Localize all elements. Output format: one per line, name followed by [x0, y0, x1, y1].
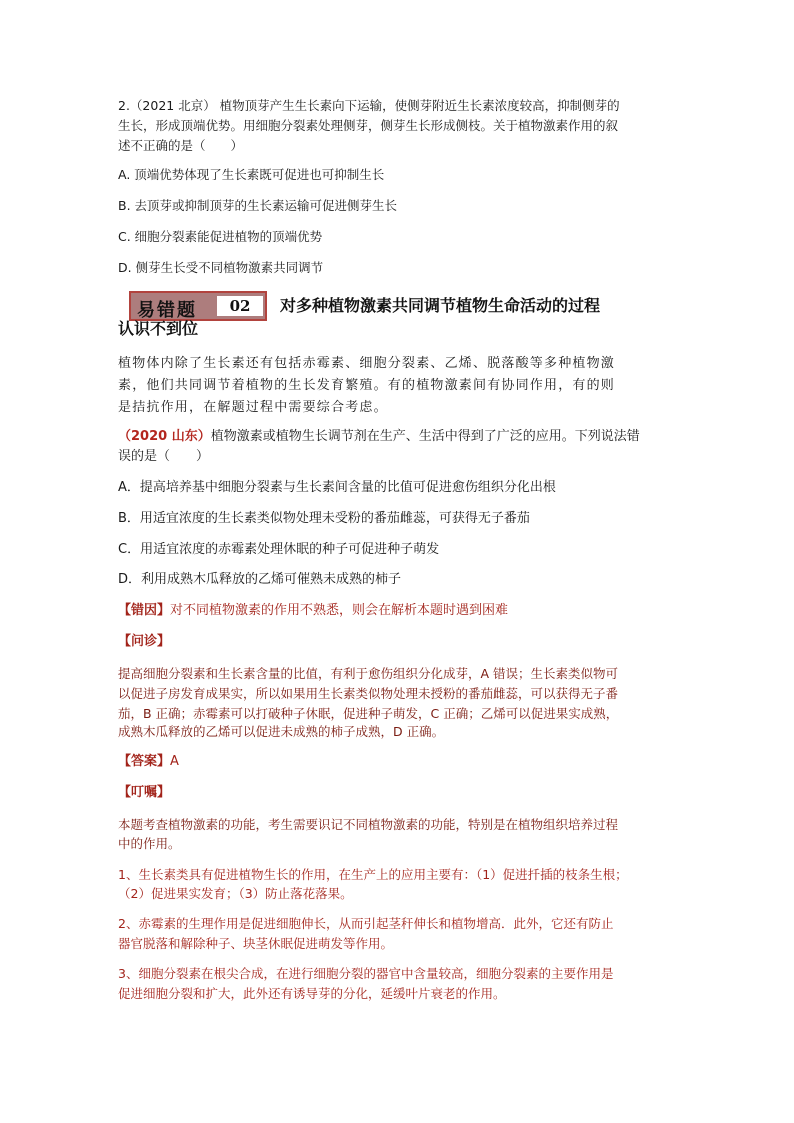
- reminder-intro-line1: 本题考查植物激素的功能，考生需要识记不同植物激素的功能，特别是在植物组织培养过程: [118, 817, 619, 832]
- q2-option-b: B. 去顶芽或抑制顶芽的生长素运输可促进侧芽生长: [118, 198, 398, 213]
- intro-line1: 植物体内除了生长素还有包括赤霉素、细胞分裂素、乙烯、脱落酸等多种植物激: [118, 356, 616, 371]
- diagnosis-heading: 【问诊】: [118, 634, 171, 649]
- banner-label: 易错题: [137, 300, 197, 321]
- intro-line2: 素，他们共同调节着植物的生长发育繁殖。有的植物激素间有协同作用，有的则: [118, 378, 616, 393]
- example-stem-line1: [118, 427, 678, 447]
- answer-value: A: [170, 754, 179, 769]
- example-option-d: D．利用成熟木瓜释放的乙烯可催熟未成熟的柿子: [118, 572, 402, 587]
- intro-line3: 是拮抗作用，在解题过程中需要综合考虑。: [118, 400, 388, 415]
- reminder-p3-line1: 3、细胞分裂素在根尖合成，在进行细胞分裂的器官中含量较高，细胞分裂素的主要作用是: [118, 966, 614, 981]
- q2-stem-line2: 生长，形成顶端优势。用细胞分裂素处理侧芽，侧芽生长形成侧枝。关于植物激素作用的叙: [118, 118, 619, 133]
- example-stem-text: 植物激素或植物生长调节剂在生产、生活中得到了广泛的应用。下列说法错: [210, 429, 640, 444]
- example-option-a: A．提高培养基中细胞分裂素与生长素间含量的比值可促进愈伤组织分化出根: [118, 480, 556, 495]
- banner-title-line1: 对多种植物激素共同调节植物生命活动的过程: [280, 296, 601, 315]
- banner-title-line2: 认识不到位: [118, 319, 199, 338]
- answer-line: [118, 752, 678, 772]
- reminder-p2-line2: 器官脱落和解除种子、块茎休眠促进萌发等作用。: [118, 936, 394, 951]
- diagnosis-line2: 以促进子房发育成果实，所以如果用生长素类似物处理未授粉的番茄雌蕊，可以获得无子番: [118, 686, 619, 701]
- diagnosis-line1: 提高细胞分裂素和生长素含量的比值，有利于愈伤组织分化成芽，A 错误；生长素类似物可: [118, 666, 619, 681]
- reminder-p2-line1: 2、赤霉素的生理作用是促进细胞伸长，从而引起茎秆伸长和植物增高．此外，它还有防止: [118, 916, 614, 931]
- example-source: （2020 山东）: [118, 429, 211, 444]
- q2-stem-line1: 2.（2021 北京） 植物顶芽产生生长素向下运输，使侧芽附近生长素浓度较高，抑制侧芽的: [118, 98, 620, 113]
- cause-text: 对不同植物激素的作用不熟悉，则会在解析本题时遇到困难: [170, 603, 509, 618]
- reminder-p3-line2: 促进细胞分裂和扩大，此外还有诱导芽的分化，延缓叶片衰老的作用。: [118, 986, 506, 1001]
- diagnosis-line3: 茄，B 正确；赤霉素可以打破种子休眠，促进种子萌发，C 正确；乙烯可以促进果实成熟，: [118, 706, 619, 721]
- cause-heading: 【错因】: [118, 603, 171, 618]
- reminder-p1-line1: 1、生长素类具有促进植物生长的作用，在生产上的应用主要有：（1）促进扦插的枝条生根；: [118, 867, 628, 882]
- q2-stem-line3: 述不正确的是（ ）: [118, 138, 244, 153]
- reminder-heading: 【叮嘱】: [118, 785, 171, 800]
- cause-line: [118, 601, 678, 621]
- q2-option-d: D. 侧芽生长受不同植物激素共同调节: [118, 260, 324, 275]
- q2-option-c: C. 细胞分裂素能促进植物的顶端优势: [118, 229, 323, 244]
- reminder-intro-line2: 中的作用。: [118, 836, 181, 851]
- banner-number: 02: [217, 296, 263, 316]
- example-stem-line2: 误的是（ ）: [118, 449, 210, 464]
- example-option-b: B．用适宜浓度的生长素类似物处理未受粉的番茄雌蕊，可获得无子番茄: [118, 511, 530, 526]
- diagnosis-line4: 成熟木瓜释放的乙烯可以促进未成熟的柿子成熟，D 正确。: [118, 724, 445, 739]
- q2-option-a: A. 顶端优势体现了生长素既可促进也可抑制生长: [118, 167, 385, 182]
- example-option-c: C．用适宜浓度的赤霉素处理休眠的种子可促进种子萌发: [118, 542, 440, 557]
- answer-heading: 【答案】: [118, 754, 171, 769]
- reminder-p1-line2: （2）促进果实发育；（3）防止落花落果。: [118, 886, 353, 901]
